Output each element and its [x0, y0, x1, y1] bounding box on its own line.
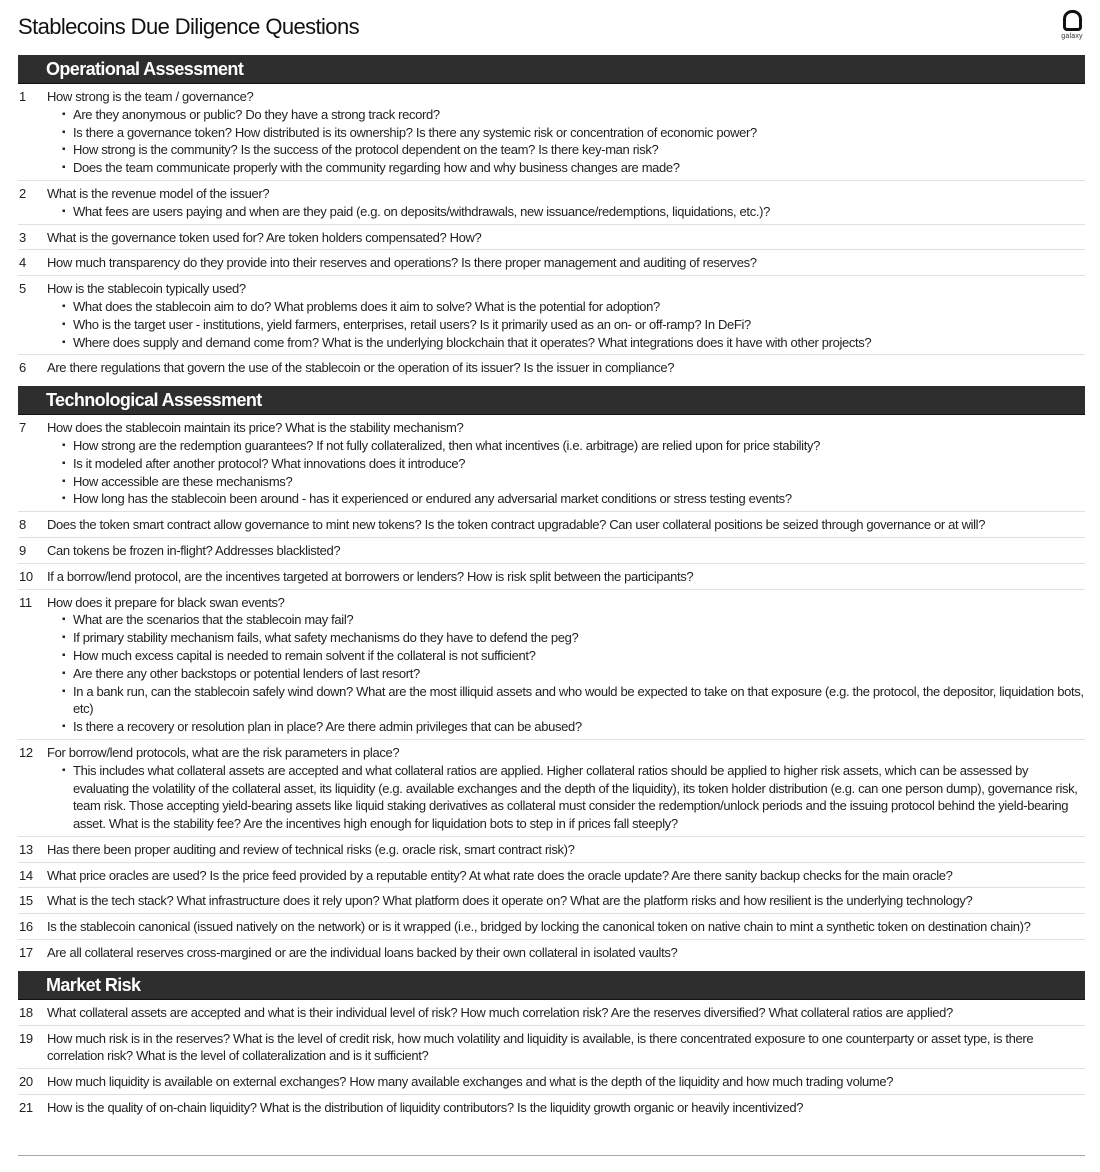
- sub-question-list: [47, 611, 1085, 736]
- question-item: [18, 940, 1085, 965]
- question-item: [18, 837, 1085, 863]
- question-text: Can tokens be frozen in-flight? Addresses blacklisted?: [47, 542, 341, 558]
- sub-question-list: [47, 437, 1085, 508]
- question-item: [18, 538, 1085, 564]
- sub-question: [47, 490, 1085, 508]
- question-body: [47, 542, 1085, 560]
- question-text: How is the stablecoin typically used?: [47, 281, 246, 297]
- bullet-icon: ▪: [62, 108, 66, 120]
- question-number: 21: [19, 1100, 33, 1116]
- bullet-icon: ▪: [62, 667, 66, 679]
- sub-question: [47, 647, 1085, 665]
- question-text: What is the governance token used for? Are token holders compensated? How?: [47, 229, 482, 245]
- question-body: [47, 892, 1085, 910]
- sub-question: [47, 141, 1085, 159]
- sub-question: [47, 124, 1085, 142]
- bullet-icon: ▪: [62, 764, 66, 776]
- sub-question-text: If primary stability mechanism fails, what safety mechanisms do they have to defend the peg?: [73, 630, 579, 646]
- question-number: 15: [19, 893, 33, 909]
- question-body: [47, 280, 1085, 351]
- question-text: How much transparency do they provide into their reserves and operations? Is there proper management and auditing of reserves?: [47, 255, 757, 271]
- question-body: [47, 594, 1085, 736]
- question-text: If a borrow/lend protocol, are the incentives targeted at borrowers or lenders? How is risk split between the participants?: [47, 568, 694, 584]
- bullet-icon: ▪: [62, 336, 66, 348]
- question-body: [47, 1004, 1085, 1022]
- bullet-icon: ▪: [62, 439, 66, 451]
- section-operational-assessment: [18, 55, 1085, 380]
- question-text: Is the stablecoin canonical (issued natively on the network) or is it wrapped (i.e., bridged by locking the canonical token on native chain to mint a synthetic token on destination chain)?: [47, 919, 1031, 935]
- section-header: Operational Assessment: [18, 55, 1085, 84]
- question-text: Are all collateral reserves cross-margined or are the individual loans backed by their own collateral in isolated vaults?: [47, 945, 678, 961]
- section-technological-assessment: [18, 386, 1085, 965]
- question-body: [47, 516, 1085, 534]
- question-item: [18, 1095, 1085, 1120]
- sub-question-text: What does the stablecoin aim to do? What problems does it aim to solve? What is the potential for adoption?: [73, 298, 660, 314]
- bullet-icon: ▪: [62, 205, 66, 217]
- sub-question-text: This includes what collateral assets are accepted and what collateral ratios are applied. Higher collateral ratios should be applied to higher risk assets, which can be assessed by evaluating the volatility of the collateral asset, its liquidity (e.g. available exchanges and the depth of the liquidity), its token holder distribution (e.g. can one person dump), governance risk, team risk. Those accepting yield-bearing assets like liquid staking derivatives as collateral must consider the redemption/unlock periods and the issuing protocol behind the yield-bearing asset. What is the stability fee? Are the incentives high enough for liquidation bots to step in if prices fall steeply?: [73, 762, 1078, 832]
- sub-question-list: [47, 203, 1085, 221]
- question-item: [18, 415, 1085, 512]
- question-number: 13: [19, 841, 33, 857]
- sub-question-text: How long has the stablecoin been around - has it experienced or endured any adversarial market conditions or stress testing events?: [73, 491, 792, 507]
- question-body: [47, 1099, 1085, 1117]
- question-text: What is the tech stack? What infrastructure does it rely upon? What platform does it operate on? What are the platform risks and how resilient is the underlying technology?: [47, 893, 973, 909]
- question-item: [18, 181, 1085, 225]
- question-number: 1: [19, 89, 26, 104]
- sub-question-text: How much excess capital is needed to remain solvent if the collateral is not sufficient?: [73, 647, 536, 663]
- sub-question-text: How accessible are these mechanisms?: [73, 473, 293, 489]
- question-number: 6: [19, 360, 26, 376]
- sub-question: [47, 316, 1085, 334]
- question-text: What price oracles are used? Is the price feed provided by a reputable entity? At what rate does the oracle update? Are there sanity backup checks for the main oracle?: [47, 867, 953, 883]
- sub-question-list: [47, 762, 1085, 833]
- section-header: Market Risk: [18, 971, 1085, 1000]
- sub-question-list: [47, 106, 1085, 177]
- question-number: 11: [19, 594, 32, 610]
- sub-question-text: How strong are the redemption guarantees? If not fully collateralized, then what incentives (i.e. arbitrage) are relied upon for price stability?: [73, 437, 821, 453]
- bullet-icon: ▪: [62, 632, 66, 644]
- question-body: [47, 88, 1085, 177]
- sub-question-text: Who is the target user - institutions, yield farmers, enterprises, retail users? Is it primarily used as an on- or off-ramp? In DeFi?: [73, 316, 751, 332]
- question-number: 14: [19, 867, 33, 883]
- sub-question: [47, 455, 1085, 473]
- question-text: How is the quality of on-chain liquidity? What is the distribution of liquidity contributors? Is the liquidity growth organic or heavily incentivized?: [47, 1100, 804, 1116]
- sub-question: [47, 334, 1085, 352]
- bottom-divider: [18, 1155, 1085, 1156]
- question-text: Has there been proper auditing and review of technical risks (e.g. oracle risk, smart contract risk)?: [47, 841, 575, 857]
- question-body: [47, 359, 1085, 377]
- galaxy-logo: [1058, 10, 1086, 40]
- bullet-icon: ▪: [62, 300, 66, 312]
- sub-question: [47, 683, 1085, 719]
- sub-question: [47, 298, 1085, 316]
- question-number: 7: [19, 420, 26, 436]
- bullet-icon: ▪: [62, 614, 66, 626]
- sub-question: [47, 106, 1085, 124]
- sub-question: [47, 665, 1085, 683]
- question-text: How much risk is in the reserves? What is the level of credit risk, how much volatility and liquidity is available, is there concentrated exposure to one counterparty or asset type, is there correlation risk? What is the level of collateralization and is it sufficient?: [47, 1030, 1034, 1064]
- question-item: [18, 740, 1085, 837]
- question-number: 3: [19, 229, 26, 245]
- bullet-icon: ▪: [62, 318, 66, 330]
- sub-question-text: How strong is the community? Is the success of the protocol dependent on the team? Is there key-man risk?: [73, 142, 659, 158]
- sub-question: [47, 203, 1085, 221]
- question-text: How does it prepare for black swan events?: [47, 594, 285, 610]
- question-text: How much liquidity is available on external exchanges? How many available exchanges and what is the depth of the liquidity and how much trading volume?: [47, 1074, 894, 1090]
- sub-question: [47, 611, 1085, 629]
- question-item: [18, 1069, 1085, 1095]
- sub-question-text: Is there a recovery or resolution plan in place? Are there admin privileges that can be abused?: [73, 719, 582, 735]
- sub-question-text: In a bank run, can the stablecoin safely wind down? What are the most illiquid assets and who would be expected to take on that exposure (e.g. the protocol, the depositor, liquidation bots, etc): [73, 683, 1084, 717]
- question-body: [47, 419, 1085, 508]
- question-item: [18, 863, 1085, 889]
- question-number: 20: [19, 1074, 33, 1090]
- sub-question: [47, 762, 1085, 833]
- question-text: How does the stablecoin maintain its price? What is the stability mechanism?: [47, 420, 464, 436]
- question-body: [47, 841, 1085, 859]
- sub-question-text: What fees are users paying and when are they paid (e.g. on deposits/withdrawals, new issuance/redemptions, liquidations, etc.)?: [73, 203, 770, 219]
- question-number: 18: [19, 1004, 33, 1020]
- sub-question: [47, 473, 1085, 491]
- question-item: [18, 355, 1085, 380]
- question-item: [18, 888, 1085, 914]
- question-body: [47, 185, 1085, 221]
- question-number: 9: [19, 542, 26, 558]
- question-item: [18, 914, 1085, 940]
- question-body: [47, 254, 1085, 272]
- question-number: 10: [19, 568, 33, 584]
- sub-question-text: Where does supply and demand come from? What is the underlying blockchain that it operates? What integrations does it have with other projects?: [73, 334, 872, 350]
- question-body: [47, 918, 1085, 936]
- question-number: 12: [19, 744, 33, 760]
- question-text: How strong is the team / governance?: [47, 89, 254, 104]
- question-body: [47, 1030, 1085, 1066]
- sub-question-text: Is there a governance token? How distributed is its ownership? Is there any systemic risk or concentration of economic power?: [73, 124, 757, 140]
- sub-question-text: Are there any other backstops or potential lenders of last resort?: [73, 665, 420, 681]
- bullet-icon: ▪: [62, 126, 66, 138]
- bullet-icon: ▪: [62, 649, 66, 661]
- question-text: Does the token smart contract allow governance to mint new tokens? Is the token contract upgradable? Can user collateral positions be seized through governance or at will?: [47, 517, 986, 533]
- question-number: 2: [19, 185, 26, 201]
- bullet-icon: ▪: [62, 493, 66, 505]
- question-number: 4: [19, 255, 26, 271]
- page-title: Stablecoins Due Diligence Questions: [18, 14, 359, 39]
- question-body: [47, 1073, 1085, 1091]
- question-number: 16: [19, 919, 33, 935]
- question-body: [47, 744, 1085, 833]
- question-item: [18, 1000, 1085, 1026]
- question-body: [47, 867, 1085, 885]
- question-number: 19: [19, 1030, 33, 1046]
- question-body: [47, 944, 1085, 962]
- question-item: [18, 1026, 1085, 1070]
- bullet-icon: ▪: [62, 144, 66, 156]
- logo-text: galaxy: [1061, 33, 1083, 40]
- bullet-icon: ▪: [62, 457, 66, 469]
- question-body: [47, 229, 1085, 247]
- question-number: 8: [19, 517, 26, 533]
- galaxy-logo-icon: [1063, 10, 1082, 31]
- questions-document: [18, 55, 1085, 1120]
- bullet-icon: ▪: [62, 475, 66, 487]
- question-text: What collateral assets are accepted and what is their individual level of risk? How much correlation risk? Are the reserves diversified? What collateral ratios are applied?: [47, 1004, 953, 1020]
- question-text: What is the revenue model of the issuer?: [47, 185, 270, 201]
- question-item: [18, 512, 1085, 538]
- sub-question: [47, 159, 1085, 177]
- sub-question-text: What are the scenarios that the stablecoin may fail?: [73, 612, 354, 628]
- bullet-icon: ▪: [62, 721, 66, 733]
- sub-question-text: Are they anonymous or public? Do they have a strong track record?: [73, 106, 440, 122]
- question-text: Are there regulations that govern the use of the stablecoin or the operation of its issuer? Is the issuer in compliance?: [47, 360, 675, 376]
- bullet-icon: ▪: [62, 162, 66, 174]
- question-number: 17: [19, 945, 33, 961]
- bullet-icon: ▪: [62, 685, 66, 697]
- sub-question-text: Does the team communicate properly with the community regarding how and why business changes are made?: [73, 160, 680, 176]
- question-number: 5: [19, 281, 26, 297]
- sub-question-text: Is it modeled after another protocol? What innovations does it introduce?: [73, 455, 466, 471]
- question-item: [18, 84, 1085, 181]
- question-item: [18, 250, 1085, 276]
- sub-question: [47, 437, 1085, 455]
- sub-question: [47, 718, 1085, 736]
- question-item: [18, 590, 1085, 740]
- section-market-risk: [18, 971, 1085, 1120]
- question-item: [18, 564, 1085, 590]
- question-item: [18, 225, 1085, 251]
- section-header: Technological Assessment: [18, 386, 1085, 415]
- sub-question-list: [47, 298, 1085, 351]
- question-body: [47, 568, 1085, 586]
- sub-question: [47, 629, 1085, 647]
- question-item: [18, 276, 1085, 355]
- question-text: For borrow/lend protocols, what are the risk parameters in place?: [47, 744, 400, 760]
